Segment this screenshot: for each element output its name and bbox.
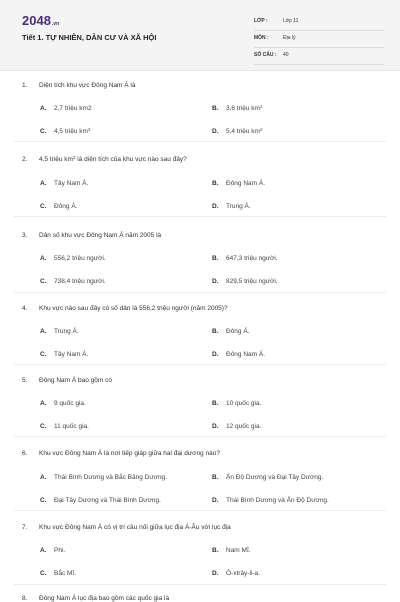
option-d[interactable] [212,128,262,135]
question-text: Khu vực Đông Nam Á có vị trí cầu nối giữa lục địa Á-Âu với lục địa [39,524,231,531]
option-c[interactable] [40,203,78,210]
meta-label: LỚP : [254,18,268,24]
option-b[interactable] [212,474,323,481]
question-stem [22,232,161,239]
option-text: 738,4 triệu người. [54,278,106,285]
option-a[interactable] [40,180,88,187]
option-letter: D. [212,351,219,358]
option-text: Tây Nam Á. [54,180,89,187]
option-b[interactable] [212,547,251,554]
option-c[interactable] [40,128,90,135]
question-stem [22,450,220,457]
question-text: Diện tích khu vực Đông Nam Á là [39,82,136,89]
superscript: 2 [259,104,263,109]
superscript: 2 [259,127,263,132]
meta-row-count [254,51,384,65]
option-letter: B. [212,474,219,481]
meta-row-subject [254,34,384,48]
question-number: 7. [22,524,28,531]
option-letter: D. [212,203,219,210]
superscript: 2 [72,155,76,160]
option-letter: C. [40,203,47,210]
option-d[interactable] [212,351,265,358]
option-letter: D. [212,497,219,504]
option-text: 5,4 triệu km [226,128,260,135]
option-a[interactable] [40,328,79,335]
option-letter: B. [212,180,219,187]
question-number: 5. [22,377,28,384]
option-text: Ô-xtrây-li-a. [226,570,260,577]
option-text: Trung Á. [54,328,79,335]
divider [14,216,386,217]
option-letter: A. [40,105,47,112]
option-text: 11 quốc gia. [54,423,89,430]
question-text: Đông Nam Á lục địa bao gồm các quốc gia là [39,595,170,602]
option-text: Phi. [54,547,66,554]
option-text: Đông Nam Á. [226,351,266,358]
option-text: Đông Á. [226,328,250,335]
option-letter: D. [212,570,219,577]
option-b[interactable] [212,400,261,407]
option-text: Bắc Mĩ. [54,570,77,577]
option-letter: C. [40,570,47,577]
option-letter: C. [40,497,47,504]
option-text: Nam Mĩ. [226,547,251,554]
option-letter: A. [40,180,47,187]
option-c[interactable] [40,351,88,358]
option-letter: C. [40,128,47,135]
logo-text: 2048 [22,13,51,28]
option-text: 10 quốc gia. [226,400,262,407]
divider [14,584,386,585]
divider [14,292,386,293]
option-text: 3,6 triệu km [226,105,260,112]
option-letter: B. [212,547,219,554]
option-letter: B. [212,400,219,407]
option-text: Đại Tây Dương và Thái Bình Dương. [54,497,161,504]
meta-row-class [254,17,384,31]
option-a[interactable] [40,255,106,262]
option-letter: B. [212,105,219,112]
meta-value: Địa lý [283,35,296,41]
option-text: Thái Bình Dương và Bắc Băng Dương. [54,474,167,481]
lesson-title: Tiết 1. TỰ NHIÊN, DÂN CƯ VÀ XÃ HỘI [22,33,157,42]
question-stem [22,524,231,531]
option-letter: A. [40,547,47,554]
option-a[interactable] [40,547,65,554]
question-stem [22,156,187,163]
option-text: 556,2 triệu người. [54,255,106,262]
divider [14,436,386,437]
option-text: Thái Bình Dương và Ấn Độ Dương. [226,497,329,504]
option-letter: A. [40,328,47,335]
option-text: 647,3 triệu người. [226,255,278,262]
question-text: Khu vực nào sau đây có số dân là 556,2 triệu người (năm 2005)? [39,305,228,312]
option-text: Ấn Độ Dương và Đại Tây Dương. [226,474,324,481]
option-letter: D. [212,423,219,430]
option-c[interactable] [40,497,161,504]
option-c[interactable] [40,423,89,430]
option-text: 2,7 triệu km2 [54,105,92,112]
option-c[interactable] [40,278,106,285]
meta-label: MÔN : [254,35,269,41]
question-stem [22,82,135,89]
superscript: 2 [87,127,91,132]
divider [14,510,386,511]
option-letter: D. [212,278,219,285]
option-letter: A. [40,474,47,481]
logo-suffix: .vn [51,21,60,27]
option-letter: C. [40,423,47,430]
logo[interactable] [22,13,59,28]
option-a[interactable] [40,474,167,481]
question-stem [22,305,228,312]
question-number: 4. [22,305,28,312]
option-letter: D. [212,128,219,135]
question-text: Dân số khu vực Đông Nam Á năm 2005 là [39,232,162,239]
question-text: Đông Nam Á bao gồm có [39,377,112,384]
question-number: 2. [22,156,28,163]
option-letter: B. [212,328,219,335]
option-text: 4,5 triệu km [54,128,88,135]
option-text: Đông Á. [54,203,78,210]
question-text: 4,5 triệu km [39,156,73,163]
option-b[interactable] [212,328,250,335]
option-c[interactable] [40,570,76,577]
option-text: Tây Nam Á. [54,351,89,358]
question-number: 3. [22,232,28,239]
option-b[interactable] [212,180,265,187]
option-letter: C. [40,278,47,285]
meta-value: Lớp 11 [283,18,299,24]
option-text: 829,5 triệu người. [226,278,278,285]
option-b[interactable] [212,105,262,112]
option-d[interactable] [212,278,278,285]
question-text-after: là diện tích của khu vực nào sau đây? [75,156,187,163]
question-stem [22,595,169,602]
option-text: 9 quốc gia. [54,400,86,407]
option-text: 12 quốc gia. [226,423,262,430]
option-text: Trung Á. [226,203,251,210]
option-d[interactable] [212,423,261,430]
page-header [0,0,400,71]
option-d[interactable] [212,570,260,577]
option-b[interactable] [212,255,278,262]
option-a[interactable] [40,400,86,407]
option-d[interactable] [212,497,329,504]
meta-label: SỐ CÂU : [254,52,277,58]
divider [14,364,386,365]
option-text: Đông Nam Á. [226,180,266,187]
meta-value: 40 [283,52,289,58]
meta-info [254,17,384,68]
option-letter: A. [40,400,47,407]
divider [14,141,386,142]
question-stem [22,377,112,384]
question-text: Khu vực Đông Nam Á là nơi tiếp giáp giữa hai đại dương nào? [39,450,220,457]
option-letter: C. [40,351,47,358]
option-letter: B. [212,255,219,262]
option-a[interactable] [40,105,92,112]
option-d[interactable] [212,203,251,210]
question-number: 8. [22,595,28,602]
question-number: 1. [22,82,28,89]
option-letter: A. [40,255,47,262]
question-number: 6. [22,450,28,457]
